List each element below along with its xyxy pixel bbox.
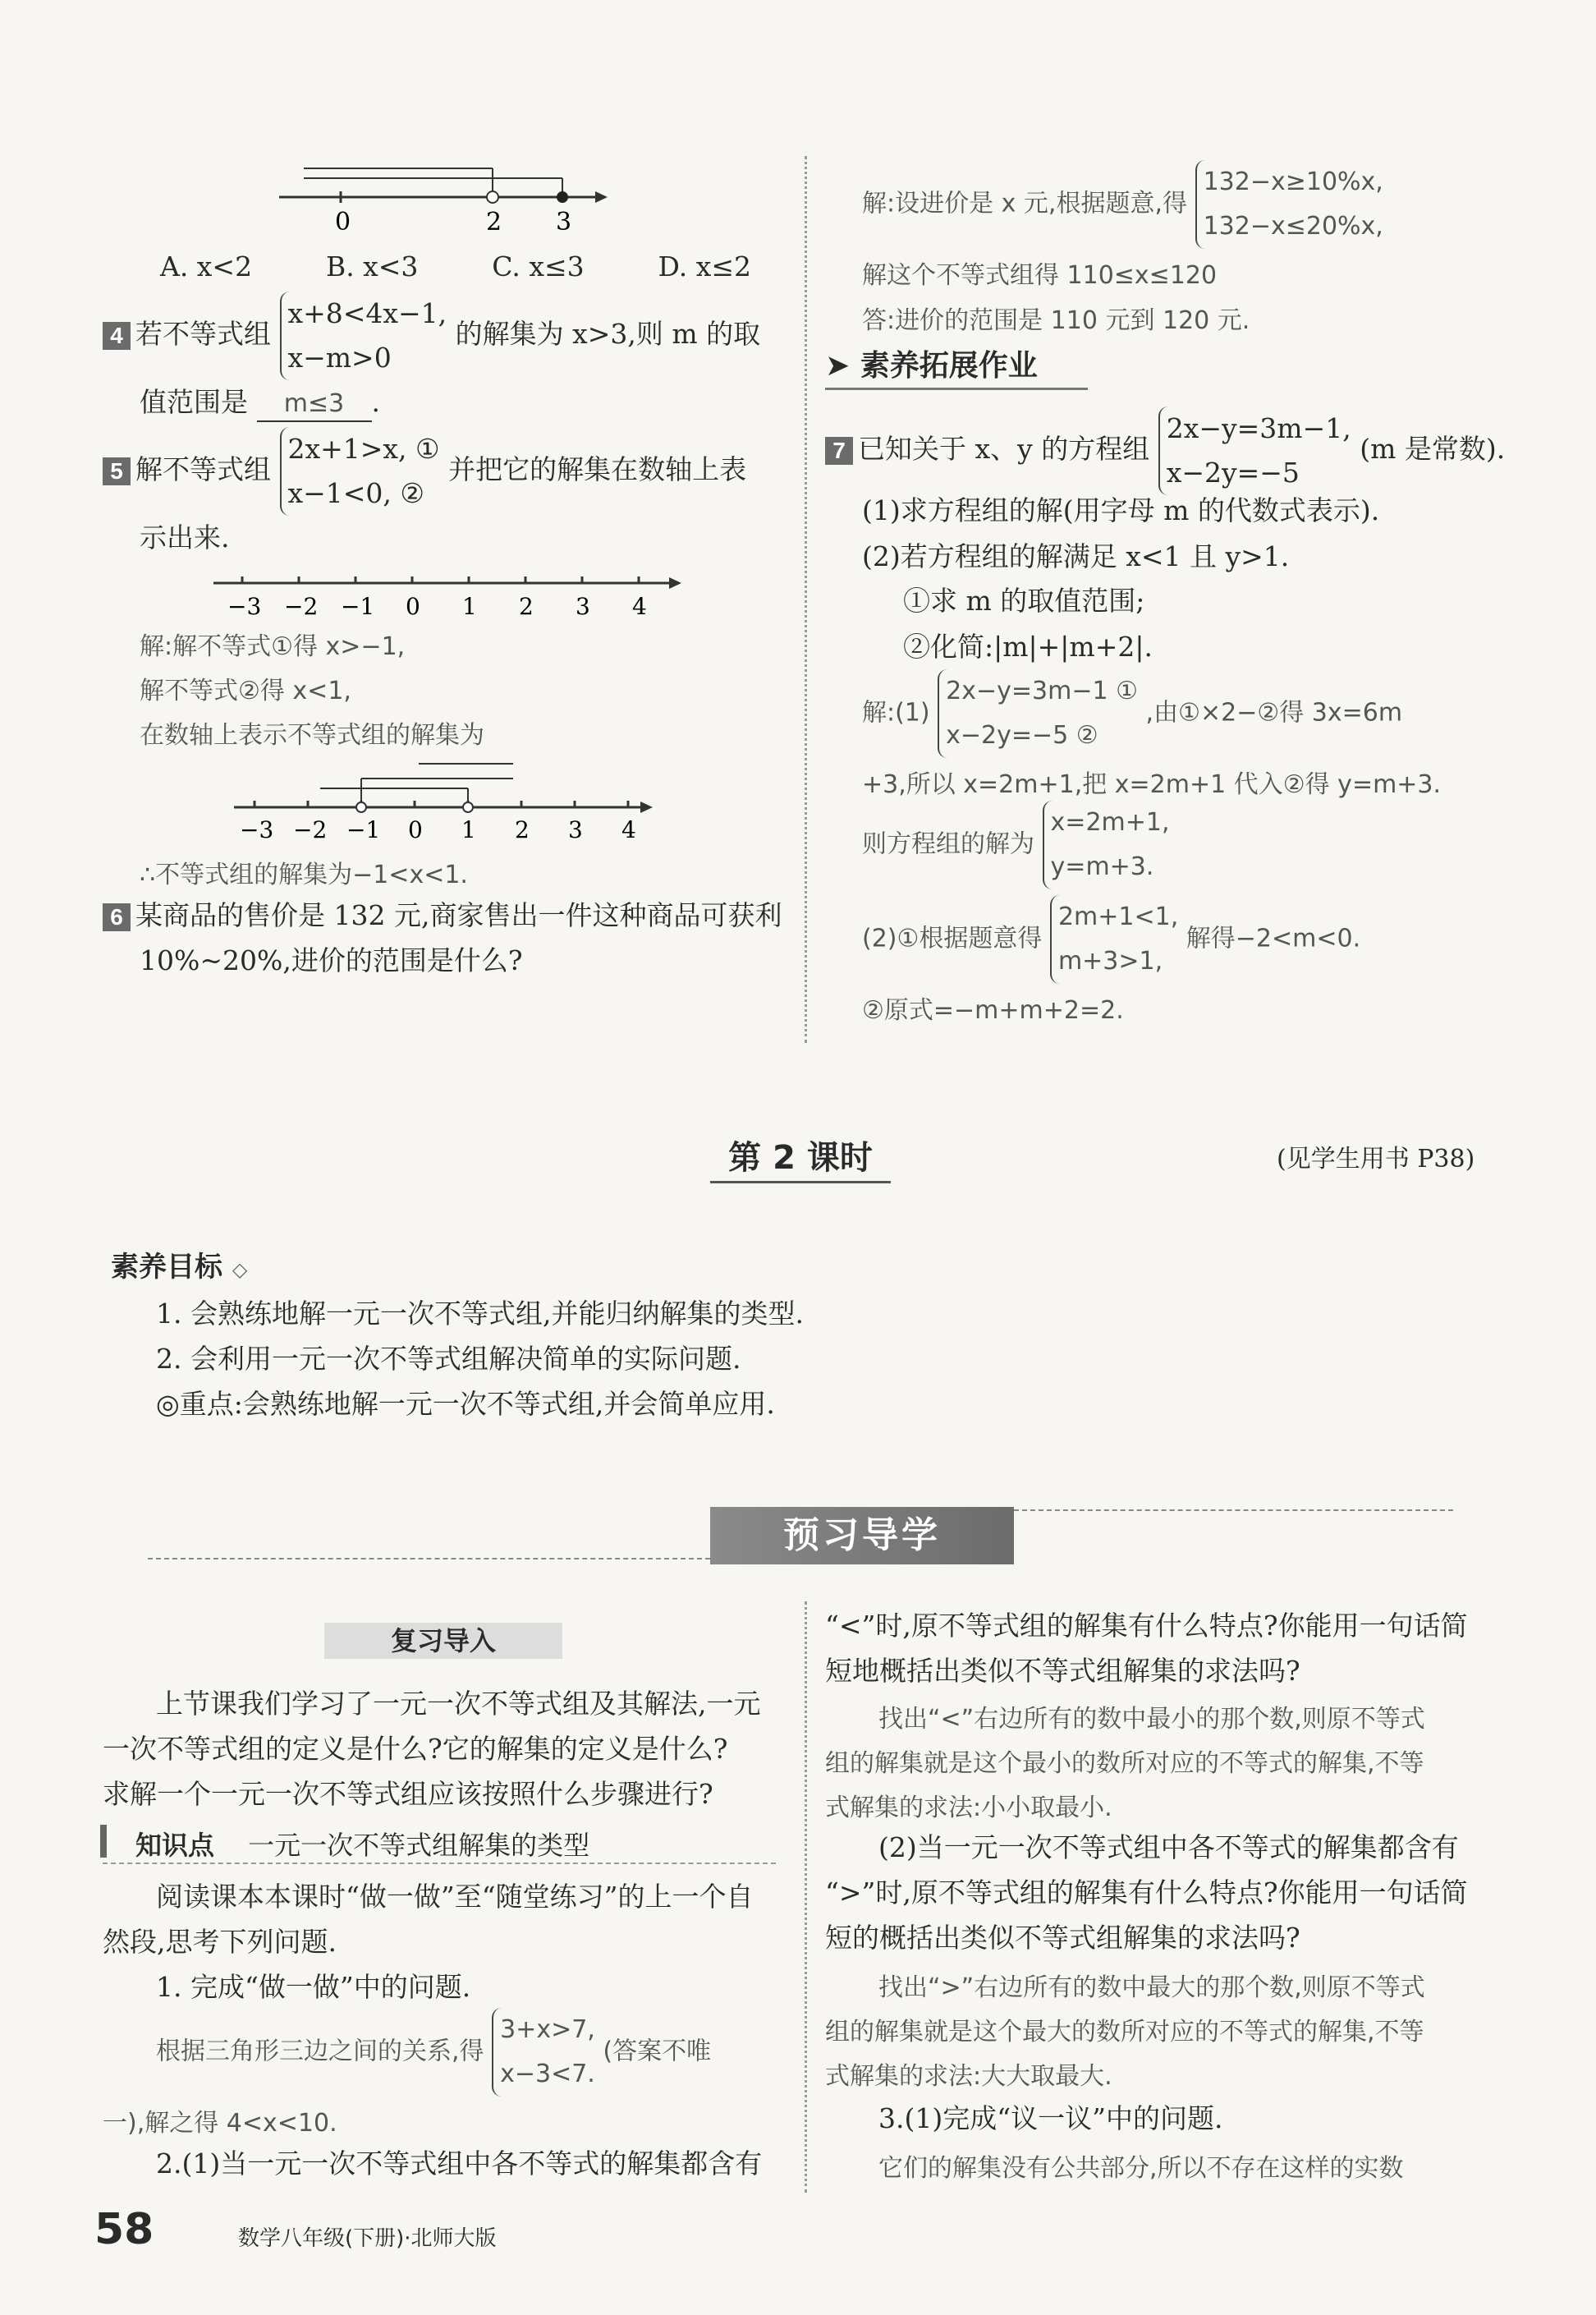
q7-sol-prefix: 解:(1) [862, 698, 930, 728]
axis-label: −3 [227, 593, 262, 620]
rb-line: (2)当一元一次不等式组中各不等式的解集都含有 [878, 1831, 1459, 1863]
rb-line: “>”时,原不等式组的解集有什么特点?你能用一句话简 [825, 1876, 1468, 1908]
extension-homework-tag [825, 345, 1088, 390]
q7-sol-eq1: 2x−y=3m−1 ① [946, 677, 1138, 705]
q4-prefix: 若不等式组 [135, 318, 271, 350]
rb-answer: 组的解集就是这个最小的数所对应的不等式的解集,不等 [825, 1749, 1424, 1778]
q7-solution-1 [862, 669, 1402, 758]
axis-label: 0 [406, 593, 420, 620]
q4-answer-line [140, 386, 380, 422]
goals-title [111, 1244, 247, 1284]
q6-solution-2: 解这个不等式组得 110≤x≤120 [862, 261, 1218, 290]
knowledge-answer-prefix: 根据三角形三边之间的关系,得 [156, 2037, 484, 2066]
q7-part2: (2)若方程组的解满足 x<1 且 y>1. [862, 540, 1290, 572]
axis-label: 2 [515, 816, 530, 843]
axis-label: 3 [568, 816, 583, 843]
choice-a[interactable]: A. x<2 [160, 250, 253, 282]
q7-part1: (1)求方程组的解(用字母 m 的代数式表示). [862, 494, 1380, 526]
q5-solution-1: 解:解不等式①得 x>−1, [140, 632, 406, 661]
q7-sol4-suffix: 解得−2<m<0. [1186, 924, 1361, 953]
q7-sol-suffix: ,由①×2−②得 3x=6m [1145, 698, 1403, 728]
q5-prefix: 解不等式组 [135, 453, 271, 485]
axis-label: 2 [486, 208, 502, 237]
q6-sol-system [1195, 160, 1383, 249]
axis-label: 4 [632, 593, 647, 620]
q4-end: . [371, 386, 380, 418]
q6-sol-eq1: 132−x≥10%x, [1203, 168, 1383, 196]
lesson-reference: (见学生用书 P38) [1277, 1145, 1475, 1174]
knowledge-answer [156, 2008, 711, 2097]
axis-label: 0 [335, 208, 351, 237]
book-title: 数学八年级(下册)·北师大版 [238, 2226, 497, 2251]
rb-answer: 找出“<”右边所有的数中最小的那个数,则原不等式 [878, 1705, 1425, 1734]
lesson-title: 第 2 课时 [710, 1135, 891, 1183]
q6-line2: 10%~20%,进价的范围是什么? [140, 944, 523, 976]
rb-line: 短的概括出类似不等式组解集的求法吗? [825, 1922, 1300, 1954]
question-number: 6 [103, 903, 131, 931]
rb-answer: 式解集的求法:大大取最大. [825, 2062, 1112, 2091]
question-number: 7 [825, 437, 853, 465]
question-4 [103, 292, 760, 380]
q5-eq2: x−1<0, ② [287, 477, 424, 509]
choice-b[interactable]: B. x<3 [325, 250, 419, 282]
q7-sol3-eq1: x=2m+1, [1050, 808, 1170, 837]
q7-solution-3 [862, 801, 1170, 889]
q4-eq1: x+8<4x−1, [287, 297, 447, 329]
q6-sol-prefix: 解:设进价是 x 元,根据题意,得 [862, 189, 1188, 218]
axis-label: −3 [240, 816, 274, 843]
q7-part2-1: ①求 m 的取值范围; [903, 585, 1145, 617]
review-title: 复习导入 [324, 1623, 562, 1659]
q7-sol4-system [1050, 895, 1178, 984]
q6-line1: 某商品的售价是 132 元,商家售出一件这种商品可获利 [135, 899, 782, 931]
goal-item: ◎重点:会熟练地解一元一次不等式组,并会简单应用. [156, 1388, 775, 1420]
rb-line: 短地概括出类似不等式组解集的求法吗? [825, 1655, 1300, 1687]
knowledge-divider [103, 1863, 776, 1864]
goal-item: 2. 会利用一元一次不等式组解决简单的实际问题. [156, 1343, 741, 1375]
goals-title-text: 素养目标 [111, 1251, 222, 1284]
review-line: 求解一个一元一次不等式组应该按照什么步骤进行? [103, 1778, 713, 1810]
q4-cont: 值范围是 [140, 386, 248, 418]
rb-answer: 组的解集就是这个最大的数所对应的不等式的解集,不等 [825, 2018, 1424, 2046]
knowledge-answer-suffix: (答案不唯 [603, 2037, 712, 2066]
page-number: 58 [94, 2205, 154, 2254]
q6-sol-eq2: 132−x≤20%x, [1203, 212, 1383, 241]
question-7 [825, 407, 1505, 495]
axis-label: 1 [462, 593, 477, 620]
q7-sol3-system [1043, 801, 1170, 889]
review-line: 一次不等式组的定义是什么?它的解集的定义是什么? [103, 1733, 728, 1765]
q6-solution-3: 答:进价的范围是 110 元到 120 元. [862, 306, 1250, 335]
q7-suffix: (m 是常数). [1360, 433, 1506, 465]
choice-c[interactable]: C. x≤3 [492, 250, 585, 282]
axis-label: 4 [621, 816, 636, 843]
knowledge-answer-2: 一),解之得 4<x<10. [103, 2109, 337, 2138]
axis-label: 3 [576, 593, 590, 620]
question-6 [103, 899, 782, 932]
extension-homework-title: 素养拓展作业 [860, 349, 1038, 383]
q7-prefix: 已知关于 x、y 的方程组 [858, 433, 1150, 465]
axis-label: −1 [341, 593, 375, 620]
knowledge-label: 知识点 [135, 1830, 215, 1861]
knowledge-title: 一元一次不等式组解集的类型 [248, 1830, 590, 1861]
column-divider [805, 156, 807, 1043]
knowledge-answer-eq2: x−3<7. [500, 2060, 595, 2088]
q4-answer: m≤3 [257, 388, 372, 422]
choice-d[interactable]: D. x≤2 [658, 250, 751, 282]
rb-answer: 找出“>”右边所有的数中最大的那个数,则原不等式 [878, 1973, 1425, 2002]
axis-label: −2 [293, 816, 328, 843]
knowledge-line: 阅读课本本课时“做一做”至“随堂练习”的上一个自 [156, 1881, 754, 1913]
banner-line-left [148, 1558, 710, 1559]
q5-eq1: 2x+1>x, ① [287, 433, 440, 465]
q7-sol-eq2: x−2y=−5 ② [946, 721, 1098, 750]
q5-solution-2: 解不等式②得 x<1, [140, 677, 351, 705]
q7-sol3-prefix: 则方程组的解为 [862, 829, 1034, 859]
arrow-icon: ➤ [825, 349, 860, 383]
banner-line-right [1014, 1509, 1453, 1511]
rb-line: “<”时,原不等式组的解集有什么特点?你能用一句话简 [825, 1610, 1468, 1642]
q7-eq2: x−2y=−5 [1166, 457, 1300, 489]
q7-sol4-eq1: 2m+1<1, [1057, 903, 1179, 931]
knowledge-line: 2.(1)当一元一次不等式组中各不等式的解集都含有 [156, 2147, 763, 2179]
preview-banner: 预习导学 [710, 1507, 1014, 1564]
knowledge-answer-eq1: 3+x>7, [500, 2015, 595, 2044]
question-number: 4 [103, 322, 131, 350]
q5-suffix: 并把它的解集在数轴上表 [448, 453, 747, 485]
column-divider [805, 1601, 807, 2193]
q7-solution-2: +3,所以 x=2m+1,把 x=2m+1 代入②得 y=m+3. [862, 770, 1442, 799]
axis-label: −2 [284, 593, 319, 620]
question-number: 5 [103, 457, 131, 485]
number-line-q3 [271, 160, 616, 250]
rb-answer: 它们的解集没有公共部分,所以不存在这样的实数 [878, 2154, 1404, 2183]
q7-solution-4 [862, 895, 1360, 984]
axis-label: 2 [519, 593, 534, 620]
q7-system [1158, 407, 1351, 495]
rb-line: 3.(1)完成“议一议”中的问题. [878, 2102, 1223, 2134]
knowledge-bar [100, 1825, 107, 1858]
q5-solution-3: 在数轴上表示不等式组的解集为 [140, 721, 484, 750]
choices-row [160, 250, 751, 283]
knowledge-line: 1. 完成“做一做”中的问题. [156, 1971, 471, 2003]
diamond-icon: ◇ [232, 1258, 248, 1281]
number-line-solution [230, 754, 657, 844]
q4-system [280, 292, 447, 380]
axis-label: −1 [346, 816, 381, 843]
knowledge-line: 然段,思考下列问题. [103, 1926, 337, 1958]
q7-sol4-eq2: m+3>1, [1057, 947, 1163, 976]
q7-sol3-eq2: y=m+3. [1050, 852, 1154, 881]
review-line: 上节课我们学习了一元一次不等式组及其解法,一元 [156, 1688, 761, 1720]
q6-solution [862, 160, 1383, 249]
q4-suffix: 的解集为 x>3,则 m 的取 [455, 318, 761, 350]
q7-sol-system [938, 669, 1138, 758]
question-5 [103, 427, 746, 516]
axis-label: 3 [556, 208, 572, 237]
q7-eq1: 2x−y=3m−1, [1166, 412, 1351, 444]
axis-label: 0 [408, 816, 423, 843]
knowledge-header [135, 1825, 589, 1863]
q7-part2-2: ②化简:|m|+|m+2|. [903, 631, 1153, 663]
q7-solution-5: ②原式=−m+m+2=2. [862, 996, 1124, 1025]
rb-answer: 式解集的求法:小小取最小. [825, 1794, 1112, 1822]
q5-system [280, 427, 440, 516]
goal-item: 1. 会熟练地解一元一次不等式组,并能归纳解集的类型. [156, 1298, 804, 1330]
number-line-empty [209, 567, 686, 624]
knowledge-answer-system [492, 2008, 595, 2097]
q5-solution-4: ∴不等式组的解集为−1<x<1. [140, 861, 468, 889]
q4-eq2: x−m>0 [287, 342, 392, 374]
q5-cont: 示出来. [140, 521, 230, 553]
q7-sol4-prefix: (2)①根据题意得 [862, 924, 1043, 953]
axis-label: 1 [461, 816, 476, 843]
